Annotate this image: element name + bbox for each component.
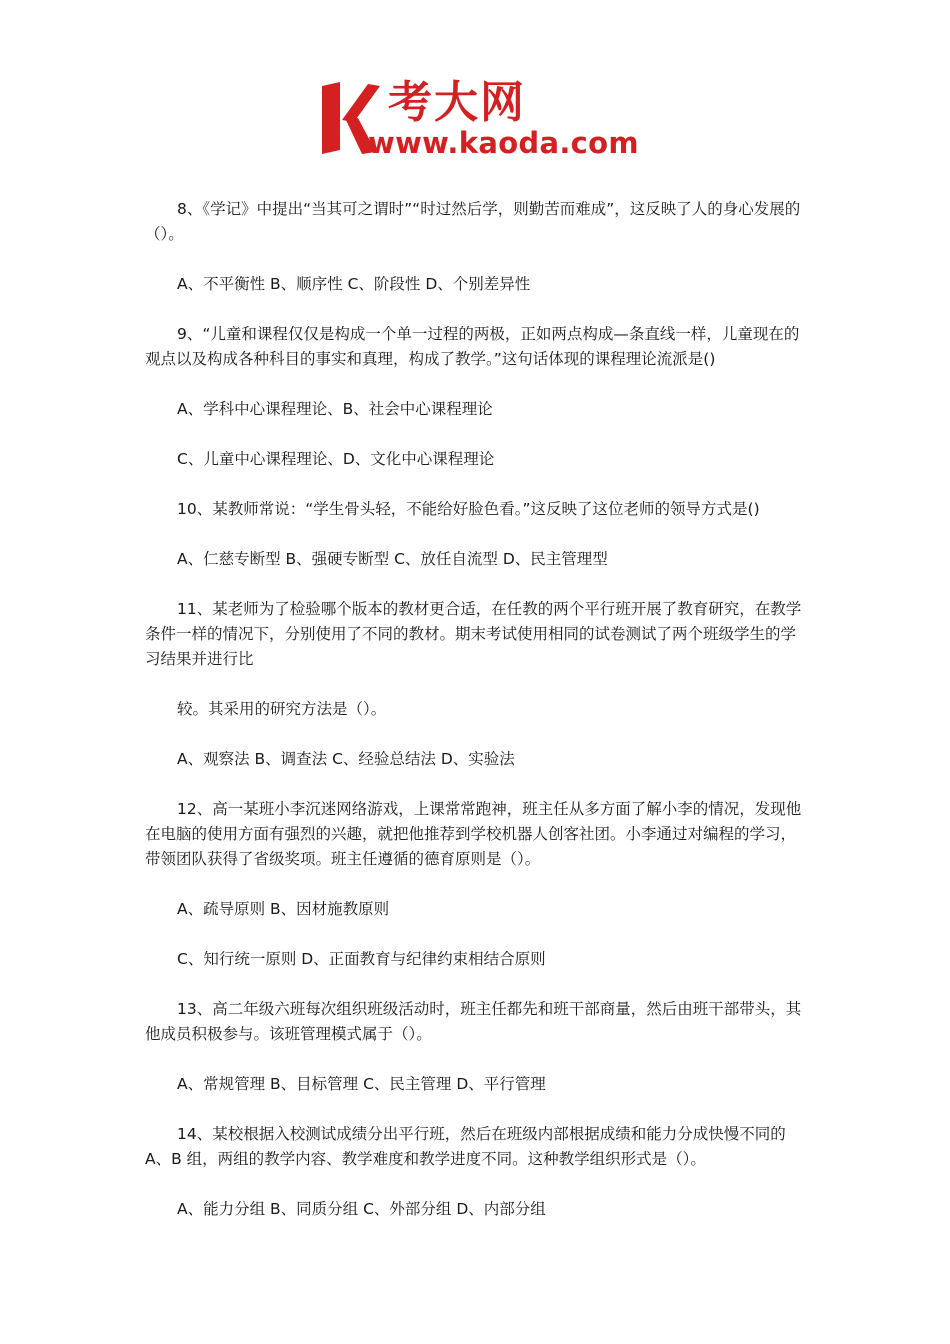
question-11-options: A、观察法 B、调查法 C、经验总结法 D、实验法: [177, 750, 515, 768]
question-13-options: A、常规管理 B、目标管理 C、民主管理 D、平行管理: [177, 1075, 546, 1093]
question-13: 13、高二年级六班每次组织班级活动时，班主任都先和班干部商量，然后由班干部带头，其他成员积极参与。该班管理模式属于（）。: [145, 1000, 802, 1043]
logo-title: 考大网: [388, 77, 526, 128]
question-10: 10、某教师常说：“学生骨头轻，不能给好脸色看。”这反映了这位老师的领导方式是(): [177, 500, 760, 518]
logo-url: www.kaoda.com: [368, 126, 639, 160]
question-12-options-ab: A、疏导原则 B、因材施教原则: [177, 900, 390, 918]
question-10-options: A、仁慈专断型 B、强硬专断型 C、放任自流型 D、民主管理型: [177, 550, 608, 568]
question-12-options-cd: C、知行统一原则 D、正面教育与纪律约束相结合原则: [177, 950, 546, 968]
question-11-continued: 较。其采用的研究方法是（）。: [177, 700, 387, 718]
question-14: 14、某校根据入校测试成绩分出平行班，然后在班级内部根据成绩和能力分成快慢不同的 A、B 组，两组的教学内容、教学难度和教学进度不同。这种教学组织形式是（）。: [145, 1125, 786, 1168]
kaoda-logo: [318, 77, 639, 160]
question-9-options-cd: C、儿童中心课程理论、D、文化中心课程理论: [177, 450, 495, 468]
question-9-options-ab: A、学科中心课程理论、B、社会中心课程理论: [177, 400, 493, 418]
question-11: 11、某老师为了检验哪个版本的教材更合适，在任教的两个平行班开展了教育研究，在教学条件一样的情况下，分别使用了不同的教材。期末考试使用相同的试卷测试了两个班级学生的学习结果并进行比: [145, 600, 802, 668]
question-8-options: A、不平衡性 B、顺序性 C、阶段性 D、个别差异性: [177, 275, 531, 293]
question-9: 9、“儿童和课程仅仅是构成一个单一过程的两极，正如两点构成—条直线一样，儿童现在的观点以及构成各种科目的事实和真理，构成了教学。”这句话体现的课程理论流派是(): [145, 325, 800, 368]
question-12: 12、高一某班小李沉迷网络游戏，上课常常跑神，班主任从多方面了解小李的情况，发现他在电脑的使用方面有强烈的兴趣，就把他推荐到学校机器人创客社团。小李通过对编程的学习，带领团队获得了省级奖项。班主任遵循的德育原则是（）。: [145, 800, 802, 868]
question-8: 8、《学记》中提出“当其可之谓时”“时过然后学，则勤苦而难成”，这反映了人的身心发展的（）。: [145, 200, 801, 243]
question-14-options: A、能力分组 B、同质分组 C、外部分组 D、内部分组: [177, 1200, 546, 1218]
question-content: [145, 197, 809, 1247]
